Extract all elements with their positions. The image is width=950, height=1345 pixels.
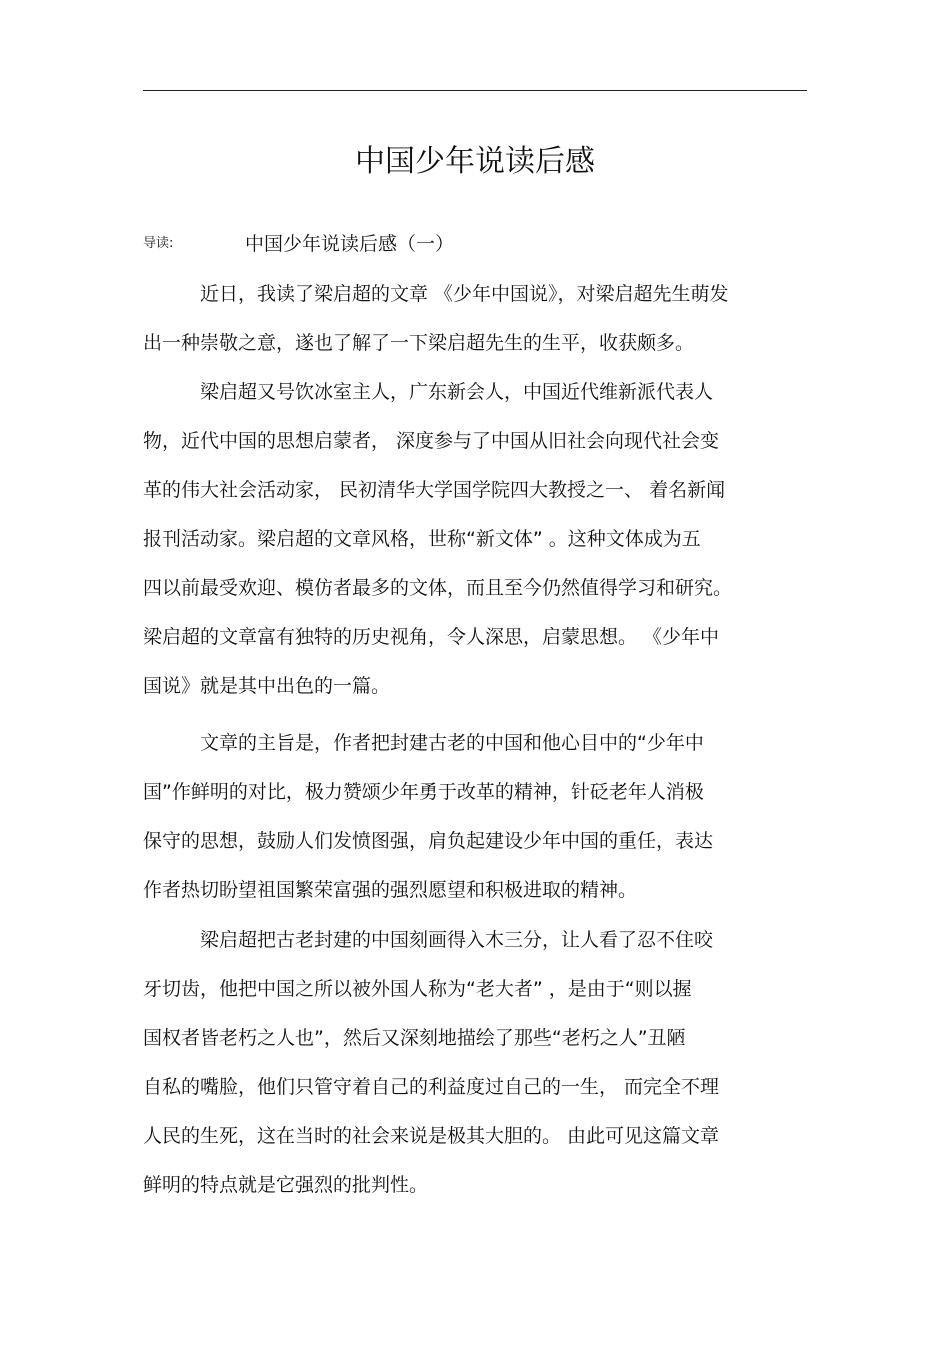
- body-line: 人民的生死，这在当时的社会来说是极其大胆的。 由此可见这篇文章: [143, 1125, 720, 1147]
- page-title: 中国少年说读后感: [355, 144, 595, 179]
- body-line: 国说》就是其中出色的一篇。: [143, 675, 391, 697]
- body-line: 作者热切盼望祖国繁荣富强的强烈愿望和积极进取的精神。: [143, 879, 638, 901]
- body-line: 国权者皆老朽之人也”，然后又深刻地描绘了那些“老朽之人”丑陋: [143, 1027, 686, 1049]
- body-line: 国”作鲜明的对比，极力赞颂少年勇于改革的精神，针砭老年人消极: [143, 781, 704, 803]
- body-line: 文章的主旨是，作者把封建古老的中国和他心目中的“少年中: [200, 732, 704, 754]
- body-line: 梁启超的文章富有独特的历史视角，令人深思，启蒙思想。 《少年中: [143, 626, 720, 648]
- body-line: 出一种崇敬之意，遂也了解了一下梁启超先生的生平，收获颇多。: [143, 332, 695, 354]
- body-line: 物，近代中国的思想启蒙者， 深度参与了中国从旧社会向现代社会变: [143, 430, 720, 452]
- body-line: 自私的嘴脸，他们只管守着自己的利益度过自己的一生， 而完全不理: [143, 1076, 720, 1098]
- body-line: 革的伟大社会活动家， 民初清华大学国学院四大教授之一、 着名新闻: [143, 479, 726, 501]
- body-line: 梁启超又号饮冰室主人，广东新会人，中国近代维新派代表人: [200, 381, 714, 403]
- body-line: 牙切齿，他把中国之所以被外国人称为“老大者” ，是由于“则以握: [143, 978, 692, 1000]
- body-line: 报刊活动家。梁启超的文章风格，世称“新文体” 。这种文体成为五: [143, 528, 701, 550]
- lead-subtitle: 中国少年说读后感（一）: [245, 233, 455, 255]
- body-line: 梁启超把古老封建的中国刻画得入木三分，让人看了忍不住咬: [200, 929, 714, 951]
- body-line: 四以前最受欢迎、模仿者最多的文体，而且至今仍然值得学习和研究。: [143, 577, 733, 599]
- body-line: 近日，我读了梁启超的文章 《少年中国说》，对梁启超先生萌发: [200, 283, 729, 305]
- body-line: 保守的思想，鼓励人们发愤图强，肩负起建设少年中国的重任，表达: [143, 830, 714, 852]
- lead-label: 导读:: [143, 236, 174, 251]
- body-line: 鲜明的特点就是它强烈的批判性。: [143, 1174, 429, 1196]
- header-rule: [143, 90, 807, 91]
